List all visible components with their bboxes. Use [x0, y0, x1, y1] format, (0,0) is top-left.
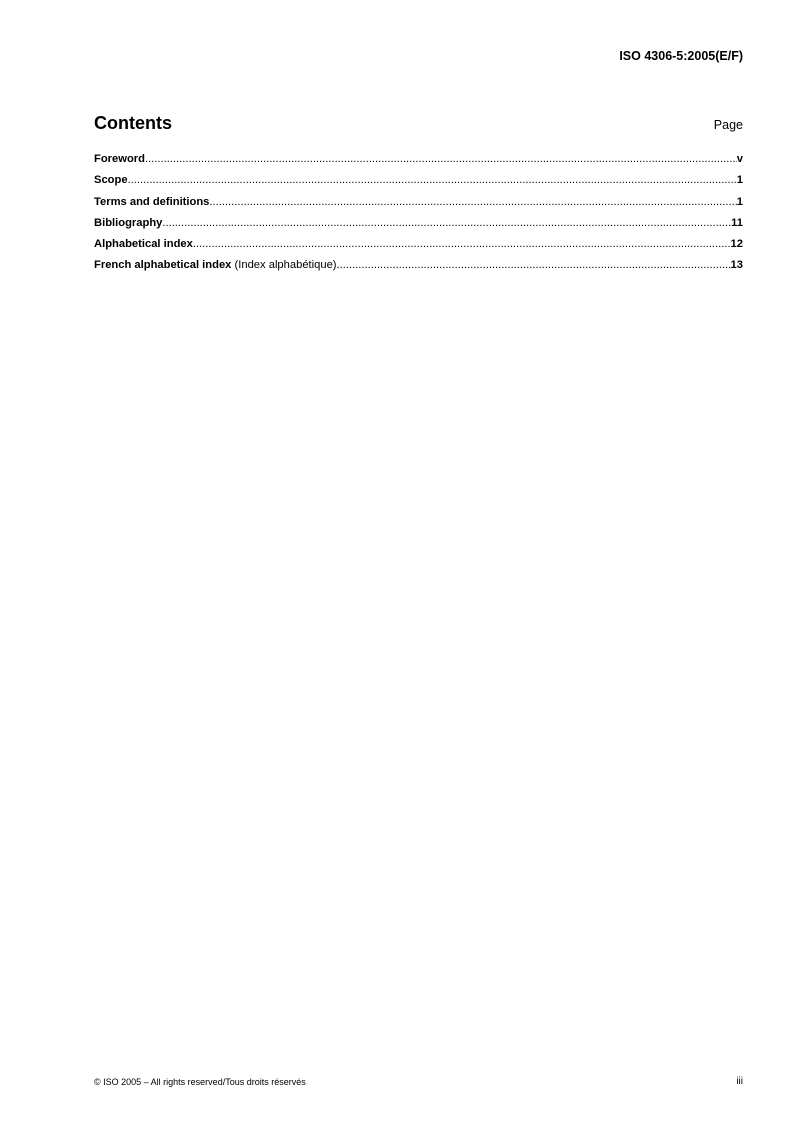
- toc-entry-subtitle: (Index alphabétique): [234, 259, 337, 272]
- dot-leader: [162, 215, 731, 231]
- page-column-label: Page: [713, 118, 743, 132]
- dot-leader: [209, 194, 736, 210]
- toc-entry-page: 11: [731, 216, 743, 229]
- page-number: iii: [736, 1076, 743, 1087]
- toc-entry-page: 1: [736, 195, 743, 208]
- dot-leader: [128, 172, 737, 188]
- toc-entry-title: Bibliography: [94, 216, 163, 229]
- document-identifier: ISO 4306-5:2005(E/F): [619, 49, 743, 63]
- toc-entry-french-alphabetical-index[interactable]: [94, 257, 743, 278]
- toc-entry-scope[interactable]: [94, 172, 743, 193]
- toc-entry-page: 13: [730, 259, 743, 272]
- dot-leader: [337, 257, 731, 273]
- table-of-contents: [94, 151, 743, 279]
- dot-leader: [145, 151, 737, 167]
- toc-entry-title: Foreword: [94, 153, 145, 165]
- toc-entry-page: v: [736, 153, 743, 165]
- toc-entry-page: 12: [730, 238, 743, 251]
- toc-entry-alphabetical-index[interactable]: [94, 236, 743, 257]
- copyright-notice: © ISO 2005 – All rights reserved/Tous droits réservés: [94, 1077, 306, 1087]
- toc-entry-bibliography[interactable]: [94, 215, 743, 236]
- toc-entry-title: Alphabetical index: [94, 238, 193, 251]
- toc-entry-title: Terms and definitions: [94, 195, 210, 208]
- contents-header: [94, 112, 743, 134]
- toc-entry-foreword[interactable]: [94, 151, 743, 172]
- contents-title: Contents: [94, 113, 172, 133]
- toc-entry-title: Scope: [94, 174, 128, 187]
- dot-leader: [193, 236, 731, 252]
- toc-entry-page: 1: [736, 174, 743, 187]
- toc-entry-title: French alphabetical index: [94, 259, 232, 272]
- toc-entry-terms-and-definitions[interactable]: [94, 194, 743, 215]
- page-footer: [94, 1075, 743, 1089]
